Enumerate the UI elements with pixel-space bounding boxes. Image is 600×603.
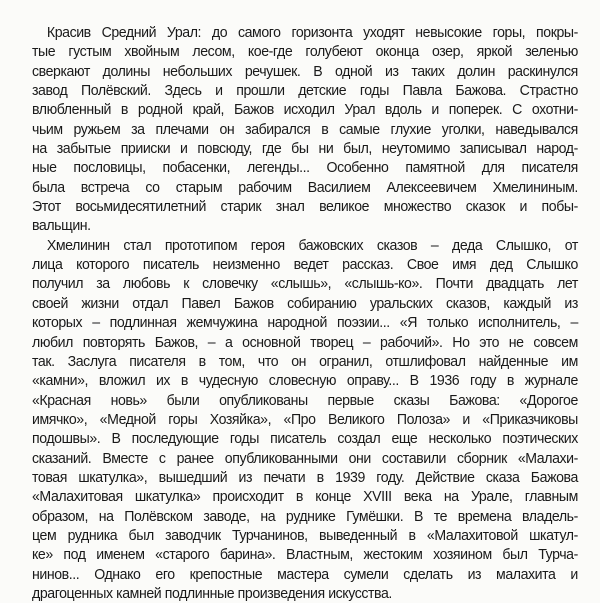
text-line: драгоценных камней подлинные произведения искусства.: [32, 584, 392, 602]
text-line: ке» под именем «старого барина». Властным, жестоким хозяином был Турча-: [32, 546, 578, 564]
paragraph-2: [32, 236, 578, 603]
text-line: сказаний. Вместе с ранее опубликованными они составили сборник «Малахи-: [32, 449, 578, 467]
text-line: ные пословицы, побасенки, легенды... Особенно памятной для писателя: [32, 159, 578, 177]
text-line: Красив Средний Урал: до самого горизонта уходят невысокие горы, покры-: [46, 24, 578, 41]
document-page: [32, 23, 578, 603]
text-line: Хмелинин стал прототипом героя бажовских сказов – деда Слышко, от: [46, 236, 578, 254]
text-line: завод Полёвский. Здесь и прошли детские годы Павла Бажова. Страстно: [32, 82, 578, 100]
text-line: образом, на Полёвском заводе, на руднике Гумёшки. В те времена владель-: [32, 507, 578, 525]
text-line: подошвы». В последующие годы писатель создал еще несколько поэтических: [32, 430, 578, 448]
text-line: вальщин.: [32, 217, 91, 235]
text-line: «Малахитовая шкатулка» происходит в конце XVIII века на Урале, главным: [32, 488, 578, 506]
text-line: чьим ружьем за плечами он забирался в самые глухие уголки, наведывался: [32, 120, 578, 138]
text-line: «Красная новь» были опубликованы первые сказы Бажова: «Дорогое: [32, 391, 578, 409]
text-line: цем рудника был заводчик Турчанинов, выведенный в «Малахитовой шкатул-: [32, 526, 578, 544]
text-line: так. Заслуга писателя в том, что он огранил, отшлифовал найденные им: [32, 352, 578, 370]
text-line: «камни», вложил их в чудесную словесную оправу... В 1936 году в журнале: [32, 372, 578, 390]
text-line: сверкают долины небольших речушек. В одной из таких долин раскинулся: [32, 62, 578, 80]
text-line: получил за любовь к словечку «слышь», «слышь-ко». Почти двадцать лет: [32, 275, 578, 293]
text-line: на забытые прииски и повсюду, где бы ни был, неутомимо записывал народ-: [32, 140, 578, 158]
text-line: которых – подлинная жемчужина народной поэзии... «Я только исполнитель, –: [32, 314, 578, 332]
text-line: влюбленный в родной край, Бажов исходил Урал вдоль и поперек. С охотни-: [32, 101, 578, 119]
text-line: любил повторять Бажов, – а основной творец – рабочий». Но это не совсем: [32, 333, 578, 351]
text-line: нинов... Однако его крепостные мастера сумели сделать из малахита и: [32, 565, 578, 583]
paragraph-1: [32, 23, 578, 236]
text-line: имячко», «Медной горы Хозяйка», «Про Великого Полоза» и «Приказчиковы: [32, 410, 578, 428]
text-line: товая шкатулка», вышедший из печати в 1939 году. Действие сказа Бажова: [32, 468, 578, 486]
text-line: своей жизни отдал Павел Бажов собиранию уральских сказов, каждый из: [32, 294, 578, 312]
text-line: Этот восьмидесятилетний старик знал великое множество сказок и побы-: [32, 198, 578, 216]
text-line: тые густым хвойным лесом, кое-где голубеют оконца озер, яркой зеленью: [32, 43, 578, 61]
text-line: лица которого писатель неизменно ведет рассказ. Свое имя дед Слышко: [32, 256, 578, 274]
text-line: была встреча со старым рабочим Василием Алексеевичем Хмелининым.: [32, 178, 578, 196]
